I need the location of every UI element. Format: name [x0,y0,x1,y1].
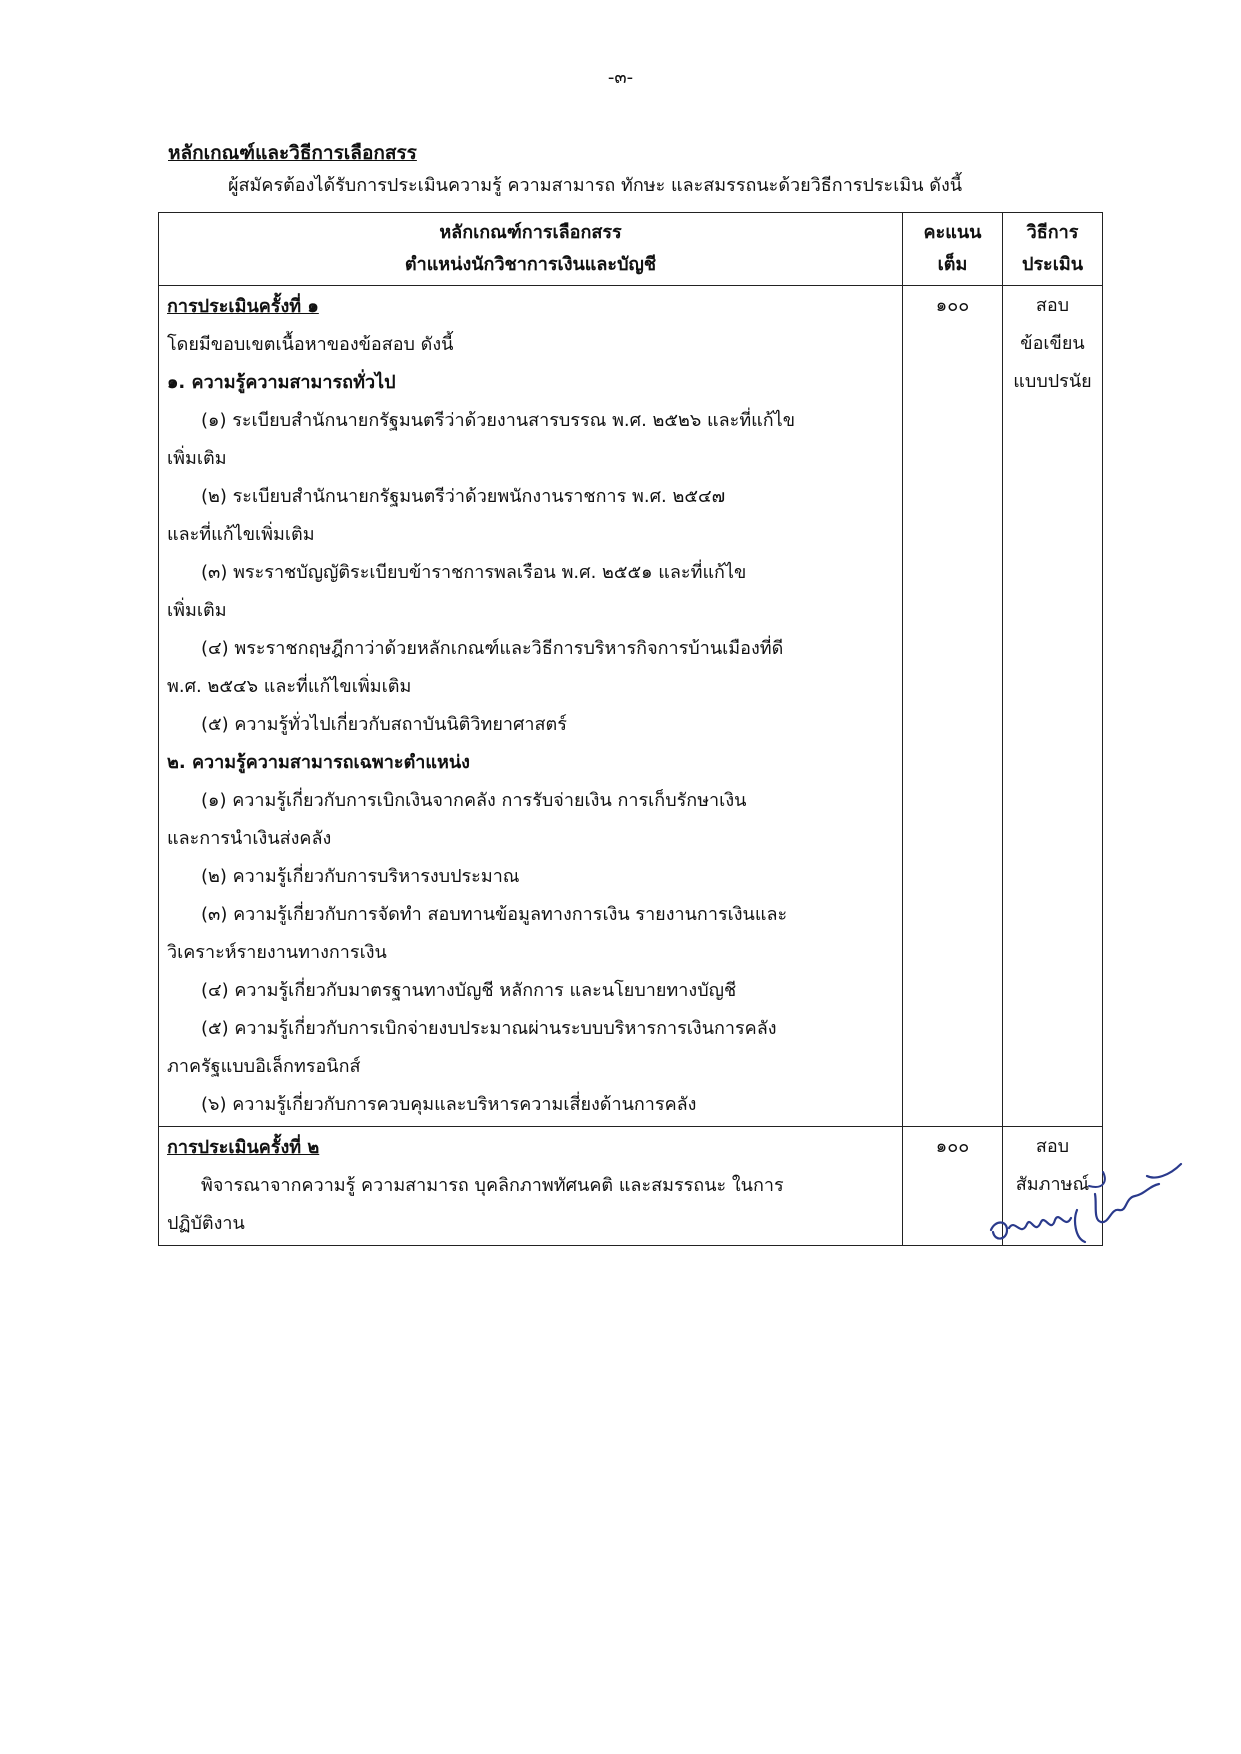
part2-item-line: วิเคราะห์รายงานทางการเงิน [167,942,387,963]
score-header [903,213,1003,286]
part1-item-line: เพิ่มเติม [167,600,227,621]
part2-item-line: (๑) ความรู้เกี่ยวกับการเบิกเงินจากคลัง การรับจ่ายเงิน การเก็บรักษาเงิน [201,790,747,811]
round2-description-line: ปฏิบัติงาน [167,1213,245,1234]
round2-title: การประเมินครั้งที่ ๒ [167,1137,320,1158]
method-header [1003,213,1103,286]
part1-items [167,402,896,744]
page-number: -๓- [607,67,634,88]
round1-method-line: แบบปรนัย [1013,371,1092,392]
part2-item-line: (๒) ความรู้เกี่ยวกับการบริหารงบประมาณ [201,866,520,887]
round2-criteria [159,1127,903,1246]
part2-item-line: (๓) ความรู้เกี่ยวกับการจัดทำ สอบทานข้อมูลทางการเงิน รายงานการเงินและ [201,904,788,925]
score-header-line1: คะแนน [923,222,982,243]
table-header-row [159,213,1103,286]
part1-title: ๑. ความรู้ความสามารถทั่วไป [167,372,396,393]
criteria-header [159,213,903,286]
round1-score [903,286,1003,1127]
round2-row [159,1127,1103,1246]
part1-item-line: เพิ่มเติม [167,448,227,469]
round2-method-line: สัมภาษณ์ [1015,1174,1090,1195]
part2-items [167,782,896,1124]
part1-item-line: (๓) พระราชบัญญัติระเบียบข้าราชการพลเรือน พ.ศ. ๒๕๕๑ และที่แก้ไข [201,562,747,583]
part1-item-line: (๕) ความรู้ทั่วไปเกี่ยวกับสถาบันนิติวิทยาศาสตร์ [201,714,567,735]
round1-title: การประเมินครั้งที่ ๑ [167,296,319,317]
part2-item-line: (๔) ความรู้เกี่ยวกับมาตรฐานทางบัญชี หลักการ และนโยบายทางบัญชี [201,980,737,1001]
intro-text: ผู้สมัครต้องได้รับการประเมินความรู้ ความสามารถ ทักษะ และสมรรถนะด้วยวิธีการประเมิน ดังนี้ [228,175,963,196]
round1-method-line: ข้อเขียน [1020,333,1085,354]
method-header-line1: วิธีการ [1026,222,1079,243]
round2-method-line: สอบ [1035,1136,1070,1157]
round1-score-value: ๑๐๐ [935,295,970,316]
method-header-line2: ประเมิน [1021,254,1084,275]
part1-item-line: และที่แก้ไขเพิ่มเติม [167,524,315,545]
section-heading: หลักเกณฑ์และวิธีการเลือกสรร [168,142,417,164]
score-header-line2: เต็ม [937,254,968,275]
part1-item-line: พ.ศ. ๒๕๔๖ และที่แก้ไขเพิ่มเติม [167,676,412,697]
round1-row [159,286,1103,1127]
part2-item-line: ภาครัฐแบบอิเล็กทรอนิกส์ [167,1056,361,1077]
round1-criteria [159,286,903,1127]
round2-score-value: ๑๐๐ [935,1136,970,1157]
round1-method-line: สอบ [1035,295,1070,316]
handwritten-signature [985,1150,1195,1260]
criteria-header-line2: ตำแหน่งนักวิชาการเงินและบัญชี [404,254,657,275]
part2-title: ๒. ความรู้ความสามารถเฉพาะตำแหน่ง [167,752,470,773]
round1-scope: โดยมีขอบเขตเนื้อหาของข้อสอบ ดังนี้ [167,334,454,355]
part1-item-line: (๑) ระเบียบสำนักนายกรัฐมนตรีว่าด้วยงานสารบรรณ พ.ศ. ๒๕๒๖ และที่แก้ไข [201,410,796,431]
round1-method [1003,286,1103,1127]
part2-item-line: (๕) ความรู้เกี่ยวกับการเบิกจ่ายงบประมาณผ่านระบบบริหารการเงินการคลัง [201,1018,777,1039]
part2-item-line: (๖) ความรู้เกี่ยวกับการควบคุมและบริหารความเสี่ยงด้านการคลัง [201,1094,697,1115]
criteria-table [158,212,1103,1246]
part1-item-line: (๒) ระเบียบสำนักนายกรัฐมนตรีว่าด้วยพนักงานราชการ พ.ศ. ๒๕๔๗ [201,486,726,507]
round2-description-line: พิจารณาจากความรู้ ความสามารถ บุคลิกภาพทัศนคติ และสมรรถนะ ในการ [201,1175,784,1196]
part1-item-line: (๔) พระราชกฤษฎีกาว่าด้วยหลักเกณฑ์และวิธีการบริหารกิจการบ้านเมืองที่ดี [201,638,784,659]
part2-item-line: และการนำเงินส่งคลัง [167,828,332,849]
criteria-header-line1: หลักเกณฑ์การเลือกสรร [439,222,622,243]
